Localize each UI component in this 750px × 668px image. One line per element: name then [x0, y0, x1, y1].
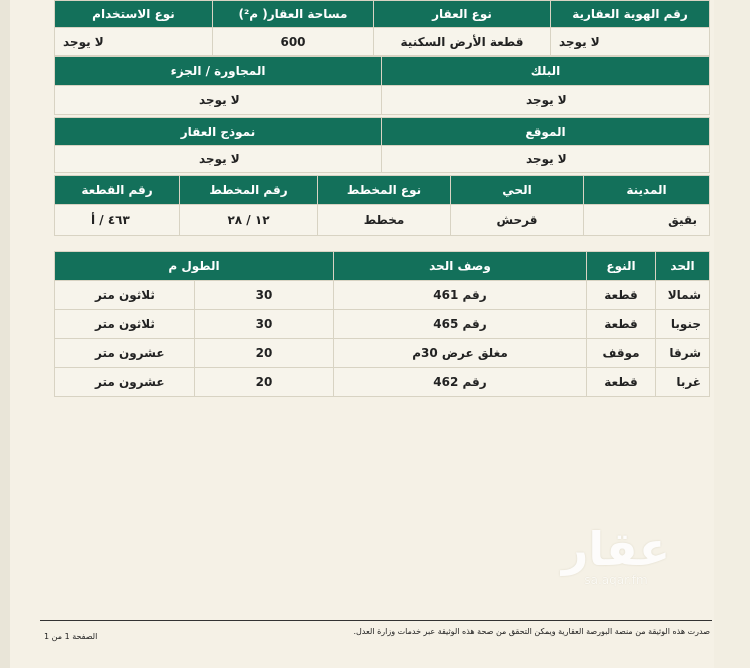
value-block: لا يوجد [382, 86, 710, 115]
property-info-table [54, 0, 710, 56]
header-property-model: نموذج العقار [55, 118, 382, 146]
header-real-estate-id: رقم الهوية العقارية [551, 1, 710, 28]
boundaries-table [54, 251, 710, 397]
table-header-row [55, 118, 710, 146]
value-usage-type: لا يوجد [55, 28, 213, 56]
boundary-side: جنوبا [656, 310, 710, 339]
watermark-url: sa.aqar.fm [584, 573, 648, 587]
value-neighborhood-part: لا يوجد [55, 86, 382, 115]
header-boundary-description: وصف الحد [334, 252, 587, 281]
boundary-type: قطعة [587, 368, 656, 397]
table-row [55, 146, 710, 173]
boundary-side: شرقا [656, 339, 710, 368]
boundary-side: شمالا [656, 281, 710, 310]
boundary-description: مغلق عرض 30م [334, 339, 587, 368]
page-right-edge [714, 0, 750, 668]
boundary-length-text: ثلاثون متر [55, 310, 195, 339]
boundary-length-text: ثلاثون متر [55, 281, 195, 310]
watermark-logo-text: عقار [561, 522, 671, 576]
header-boundary: الحد [656, 252, 710, 281]
boundary-length-text: عشرون متر [55, 339, 195, 368]
value-plot-number: ٤٦٣ / أ [55, 205, 180, 236]
value-plan-number: ١٢ / ٢٨ [180, 205, 318, 236]
boundary-type: قطعة [587, 281, 656, 310]
table-row [55, 368, 710, 397]
value-property-area: 600 [213, 28, 374, 56]
plan-info-table [54, 175, 710, 236]
value-real-estate-id: لا يوجد [551, 28, 710, 56]
boundary-description: رقم 462 [334, 368, 587, 397]
table-row [55, 339, 710, 368]
aqar-watermark [556, 522, 676, 587]
header-city: المدينة [584, 176, 710, 205]
header-plan-number: رقم المخطط [180, 176, 318, 205]
value-plan-type: مخطط [318, 205, 451, 236]
boundary-length-number: 30 [195, 310, 334, 339]
table-row [55, 28, 710, 56]
table-row [55, 281, 710, 310]
header-type: النوع [587, 252, 656, 281]
table-header-row [55, 176, 710, 205]
page-left-edge [0, 0, 10, 668]
header-usage-type: نوع الاستخدام [55, 1, 213, 28]
header-neighborhood-part: المجاورة / الجزء [55, 57, 382, 86]
value-district: قرحش [451, 205, 584, 236]
value-property-model: لا يوجد [55, 146, 382, 173]
boundary-description: رقم 461 [334, 281, 587, 310]
boundary-side: غربا [656, 368, 710, 397]
boundary-description: رقم 465 [334, 310, 587, 339]
header-plot-number: رقم القطعة [55, 176, 180, 205]
footer-divider [40, 620, 712, 621]
header-property-type: نوع العقار [374, 1, 551, 28]
page-number: الصفحة 1 من 1 [44, 632, 98, 641]
boundary-type: قطعة [587, 310, 656, 339]
header-length: الطول م [55, 252, 334, 281]
boundary-length-text: عشرون متر [55, 368, 195, 397]
table-row [55, 310, 710, 339]
boundary-length-number: 20 [195, 368, 334, 397]
header-plan-type: نوع المخطط [318, 176, 451, 205]
header-district: الحي [451, 176, 584, 205]
boundary-length-number: 30 [195, 281, 334, 310]
table-row [55, 205, 710, 236]
footer-note: صدرت هذه الوثيقة من منصة البورصة العقارية ويمكن التحقق من صحة هذه الوثيقة عبر خدمات وزارة العدل. [353, 627, 710, 636]
table-header-row [55, 57, 710, 86]
boundary-length-number: 20 [195, 339, 334, 368]
header-property-area: مساحة العقار( م²) [213, 1, 374, 28]
value-location: لا يوجد [382, 146, 710, 173]
header-block: البلك [382, 57, 710, 86]
location-info-table [54, 117, 710, 173]
block-info-table [54, 56, 710, 115]
value-property-type: قطعة الأرض السكنية [374, 28, 551, 56]
value-city: بقيق [584, 205, 710, 236]
table-row [55, 86, 710, 115]
table-header-row [55, 252, 710, 281]
table-header-row [55, 1, 710, 28]
boundary-type: موقف [587, 339, 656, 368]
header-location: الموقع [382, 118, 710, 146]
